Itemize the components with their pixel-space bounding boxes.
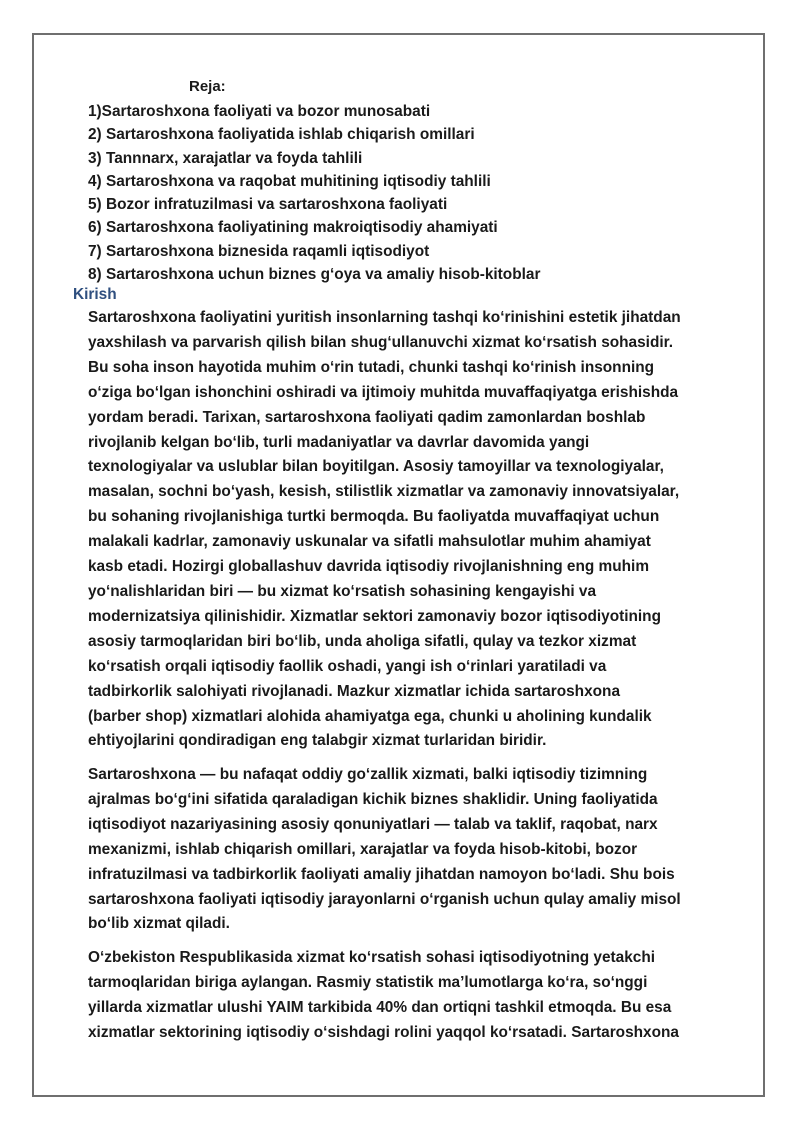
plan-title: Reja: [189,78,226,95]
text-line: O‘zbekiston Respublikasida xizmat ko‘rsatish sohasi iqtisodiyotning yetakchi [88,949,656,966]
text-line: texnologiyalar va uslublar bilan boyitilgan. Asosiy tamoyillar va texnologiyalar, [88,458,664,476]
plan-item: 1)Sartaroshxona faoliyati va bozor munosabati [88,103,431,120]
text-line: tarmoqlaridan biriga aylangan. Rasmiy statistik ma’lumotlarga ko‘ra, so‘nggi [88,973,648,991]
text-line: ehtiyojlarini qondiradigan eng talabgir xizmat turlaridan biridir. [88,732,547,750]
text-line: o‘ziga bo‘lgan ishonchini oshiradi va ijtimoiy muhitda muvaffaqiyatga erishishda [88,383,679,401]
intro-paragraph-1 [88,306,728,754]
text-line: yillarda xizmatlar ulushi YAIM tarkibida 40% dan ortiqni tashkil etmoqda. Bu esa [88,998,672,1016]
section-heading-kirish: Kirish [73,286,117,303]
text-line: bu sohaning rivojlanishiga turtki bermoqda. Bu faoliyatda muvaffaqiyat uchun [88,508,660,526]
text-line: rivojlanib kelgan bo‘lib, turli madaniyatlar va davrlar davomida yangi [88,433,590,451]
text-line: yordam beradi. Tarixan, sartaroshxona faoliyati qadim zamonlardan boshlab [88,408,646,426]
plan-item: 8) Sartaroshxona uchun biznes g‘oya va amaliy hisob-kitoblar [88,266,541,284]
plan-list [88,100,540,286]
plan-item: 4) Sartaroshxona va raqobat muhitining iqtisodiy tahlili [88,172,491,190]
text-line: asosiy tarmoqlaridan biri bo‘lib, unda aholiga sifatli, qulay va tezkor xizmat [88,632,637,650]
text-line: yaxshilash va parvarish qilish bilan shug‘ullanuvchi xizmat ko‘rsatish sohasidir. [88,333,674,351]
text-line: kasb etadi. Hozirgi globallashuv davrida iqtisodiy rivojlanishning eng muhim [88,558,649,576]
text-line: infratuzilmasi va tadbirkorlik faoliyati amaliy jihatdan namoyon bo‘ladi. Shu bois [88,865,675,883]
text-line: Sartaroshxona faoliyatini yuritish insonlarning tashqi ko‘rinishini estetik jihatdan [88,309,681,326]
text-line: iqtisodiyot nazariyasining asosiy qonuniyatlari — talab va taklif, raqobat, narx [88,815,658,833]
plan-item: 6) Sartaroshxona faoliyatining makroiqtisodiy ahamiyati [88,219,498,237]
text-line: sartaroshxona faoliyati iqtisodiy jarayonlarni o‘rganish uchun qulay amaliy misol [88,890,681,908]
text-line: Bu soha inson hayotida muhim o‘rin tutadi, chunki tashqi ko‘rinish insonning [88,358,655,376]
text-line: (barber shop) xizmatlari alohida ahamiyatga ega, chunki u aholining kundalik [88,707,652,725]
text-line: tadbirkorlik salohiyati rivojlanadi. Mazkur xizmatlar ichida sartaroshxona [88,682,621,700]
text-line: Sartaroshxona — bu nafaqat oddiy go‘zallik xizmati, balki iqtisodiy tizimning [88,766,648,783]
plan-item: 7) Sartaroshxona biznesida raqamli iqtisodiyot [88,242,430,260]
text-line: masalan, sochni bo‘yash, kesish, stilistlik xizmatlar va zamonaviy innovatsiyalar, [88,483,680,501]
text-line: ajralmas bo‘g‘ini sifatida qaraladigan kichik biznes shaklidir. Uning faoliyatida [88,790,658,808]
text-line: ko‘rsatish orqali iqtisodiy faollik oshadi, yangi ish o‘rinlari yaratiladi va [88,657,607,675]
text-line: modernizatsiya qilinishidir. Xizmatlar sektori zamonaviy bozor iqtisodiyotining [88,607,661,625]
intro-paragraph-2 [88,763,728,937]
text-line: bo‘lib xizmat qiladi. [88,915,230,933]
text-line: xizmatlar sektorining iqtisodiy o‘sishdagi rolini yaqqol ko‘rsatadi. Sartaroshxona [88,1023,679,1041]
text-line: malakali kadrlar, zamonaviy uskunalar va sifatli mahsulotlar muhim ahamiyat [88,533,651,551]
intro-paragraph-3 [88,946,728,1046]
text-line: mexanizmi, ishlab chiqarish omillari, xarajatlar va foyda hisob-kitobi, bozor [88,840,638,858]
text-line: yo‘nalishlaridan biri — bu xizmat ko‘rsatish sohasining kengayishi va [88,582,597,600]
plan-item: 3) Tannnarx, xarajatlar va foyda tahlili [88,149,363,167]
plan-item: 5) Bozor infratuzilmasi va sartaroshxona faoliyati [88,196,448,214]
plan-item: 2) Sartaroshxona faoliyatida ishlab chiqarish omillari [88,126,475,144]
